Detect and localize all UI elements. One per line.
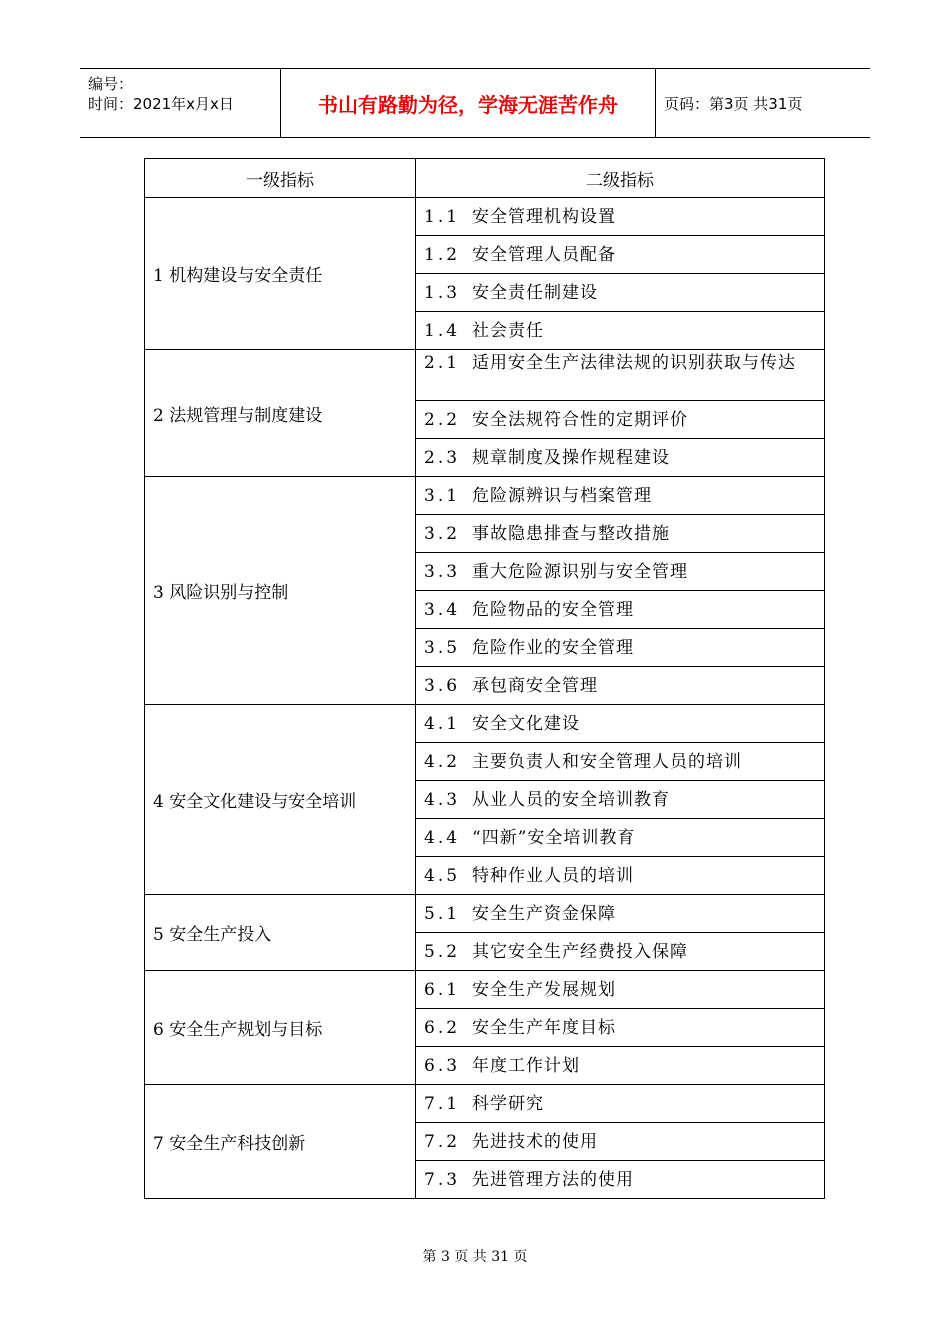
- level2-indicator: [416, 1123, 825, 1161]
- level2-indicator: [416, 705, 825, 743]
- header-meta: [80, 69, 280, 137]
- indicator-text: 先进技术的使用: [472, 1131, 598, 1152]
- level2-indicator: [416, 1085, 825, 1123]
- header-divider: [655, 69, 656, 137]
- indicator-code: 2.1: [424, 353, 461, 373]
- level1-indicator: 2 法规管理与制度建设: [145, 350, 416, 477]
- indicator-text: 科学研究: [472, 1093, 544, 1114]
- indicator-text: 安全生产资金保障: [472, 903, 616, 924]
- indicator-code: 2.2: [424, 409, 461, 430]
- level2-indicator: [416, 591, 825, 629]
- indicator-code: 4.4: [424, 827, 461, 848]
- indicator-code: 4.2: [424, 751, 461, 772]
- indicator-code: 3.4: [424, 599, 461, 620]
- header-motto: 书山有路勤为径，学海无涯苦作舟: [318, 92, 618, 117]
- indicator-text: 安全管理机构设置: [472, 206, 616, 227]
- indicator-table: [144, 158, 825, 1199]
- indicator-code: 5.1: [424, 903, 461, 924]
- table-body: [145, 198, 825, 1199]
- indicator-text: 安全管理人员配备: [472, 244, 616, 265]
- indicator-code: 7.1: [424, 1093, 461, 1114]
- document-date: 时间：2021年x月x日: [88, 95, 234, 113]
- page-footer: 第 3 页 共 31 页: [422, 1249, 528, 1265]
- level2-indicator: [416, 1161, 825, 1199]
- level2-indicator: [416, 439, 825, 477]
- level2-indicator: [416, 743, 825, 781]
- level2-indicator: [416, 667, 825, 705]
- indicator-text: 安全生产发展规划: [472, 979, 616, 1000]
- indicator-code: 1.2: [424, 244, 461, 265]
- header-page-info: 页码：第3页 共31页: [664, 95, 803, 113]
- indicator-text: 适用安全生产法律法规的识别获取与传达: [472, 353, 796, 373]
- indicator-text: 安全文化建设: [472, 713, 580, 734]
- indicator-code: 6.1: [424, 979, 461, 1000]
- level1-indicator: 7 安全生产科技创新: [145, 1085, 416, 1199]
- level1-indicator: 6 安全生产规划与目标: [145, 971, 416, 1085]
- indicator-text: 其它安全生产经费投入保障: [472, 941, 688, 962]
- level2-indicator: [416, 515, 825, 553]
- indicator-code: 1.1: [424, 206, 461, 227]
- level2-indicator: [416, 236, 825, 274]
- indicator-code: 4.1: [424, 713, 461, 734]
- level2-indicator: [416, 933, 825, 971]
- level2-indicator: [416, 553, 825, 591]
- indicator-text: 危险物品的安全管理: [472, 599, 634, 620]
- indicator-code: 3.1: [424, 485, 461, 506]
- level2-indicator: [416, 629, 825, 667]
- page-header: [80, 68, 870, 138]
- indicator-code: 3.3: [424, 561, 461, 582]
- indicator-text: 安全生产年度目标: [472, 1017, 616, 1038]
- table-row: [145, 477, 825, 515]
- table-row: [145, 895, 825, 933]
- level1-indicator: 5 安全生产投入: [145, 895, 416, 971]
- table-row: [145, 705, 825, 743]
- indicator-text: 危险源辨识与档案管理: [472, 485, 652, 506]
- indicator-text: 安全责任制建设: [472, 282, 598, 303]
- table-row: [145, 1085, 825, 1123]
- indicator-code: 3.5: [424, 637, 461, 658]
- level2-indicator: [416, 401, 825, 439]
- indicator-code: 7.2: [424, 1131, 461, 1152]
- indicator-text: 社会责任: [472, 320, 544, 341]
- indicator-code: 5.2: [424, 941, 461, 962]
- indicator-code: 4.5: [424, 865, 461, 886]
- indicator-text: 危险作业的安全管理: [472, 637, 634, 658]
- table-row: [145, 971, 825, 1009]
- indicator-code: 3.6: [424, 675, 461, 696]
- level1-indicator: 3 风险识别与控制: [145, 477, 416, 705]
- column-header-level1: 一级指标: [145, 159, 416, 198]
- level2-indicator: [416, 350, 825, 401]
- indicator-code: 6.3: [424, 1055, 461, 1076]
- level2-indicator: [416, 1047, 825, 1085]
- level2-indicator: [416, 477, 825, 515]
- indicator-text: 规章制度及操作规程建设: [472, 447, 670, 468]
- indicator-code: 1.3: [424, 282, 461, 303]
- indicator-text: “四新”安全培训教育: [472, 827, 636, 848]
- indicator-text: 先进管理方法的使用: [472, 1169, 634, 1190]
- level2-indicator: [416, 819, 825, 857]
- indicator-code: 7.3: [424, 1169, 461, 1190]
- level2-indicator: [416, 857, 825, 895]
- document-number-label: 编号：: [88, 75, 134, 93]
- column-header-level2: 二级指标: [416, 159, 825, 198]
- indicator-text: 年度工作计划: [472, 1055, 580, 1076]
- indicator-code: 3.2: [424, 523, 461, 544]
- indicator-code: 4.3: [424, 789, 461, 810]
- indicator-text: 特种作业人员的培训: [472, 865, 634, 886]
- table-row: [145, 198, 825, 236]
- level2-indicator: [416, 895, 825, 933]
- indicator-code: 2.3: [424, 447, 461, 468]
- indicator-text: 主要负责人和安全管理人员的培训: [472, 751, 742, 772]
- level2-indicator: [416, 781, 825, 819]
- indicator-code: 1.4: [424, 320, 461, 341]
- indicator-text: 从业人员的安全培训教育: [472, 789, 670, 810]
- level2-indicator: [416, 971, 825, 1009]
- table-header-row: [145, 159, 825, 198]
- level1-indicator: 4 安全文化建设与安全培训: [145, 705, 416, 895]
- table-row: [145, 350, 825, 401]
- indicator-code: 6.2: [424, 1017, 461, 1038]
- indicator-text: 事故隐患排查与整改措施: [472, 523, 670, 544]
- indicator-text: 安全法规符合性的定期评价: [472, 409, 688, 430]
- indicator-text: 承包商安全管理: [472, 675, 598, 696]
- level1-indicator: 1 机构建设与安全责任: [145, 198, 416, 350]
- level2-indicator: [416, 312, 825, 350]
- indicator-text: 重大危险源识别与安全管理: [472, 561, 688, 582]
- level2-indicator: [416, 1009, 825, 1047]
- level2-indicator: [416, 274, 825, 312]
- level2-indicator: [416, 198, 825, 236]
